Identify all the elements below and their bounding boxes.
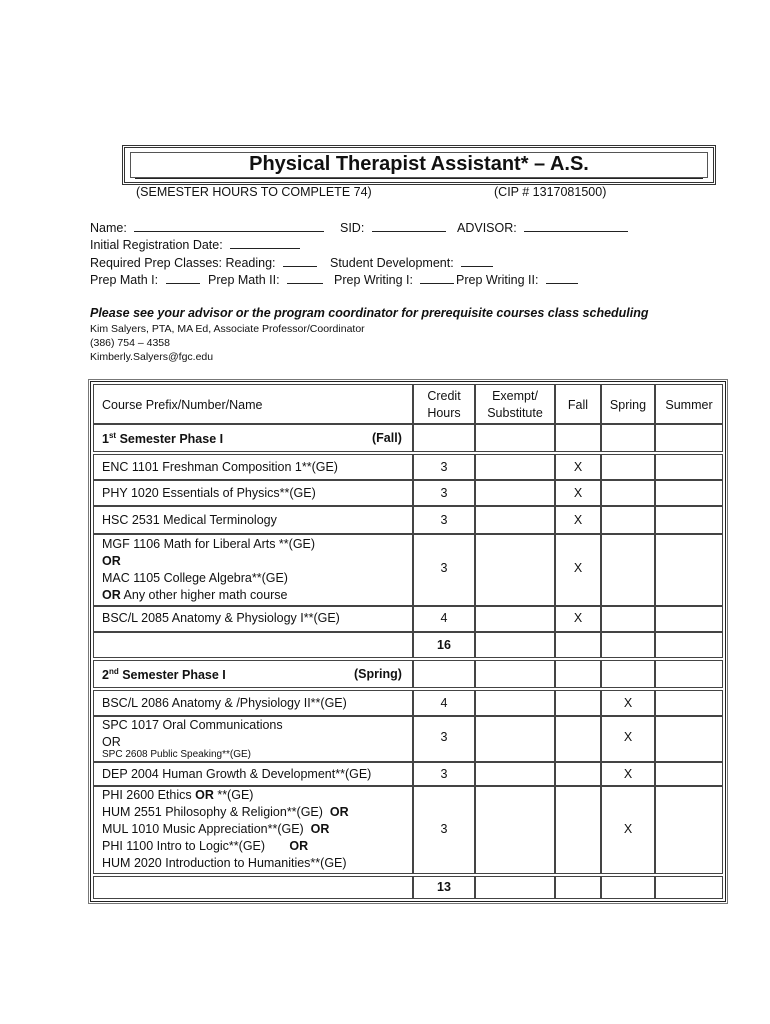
prep-reading-label: Required Prep Classes: Reading: — [90, 256, 276, 270]
credit-cell: 4 — [413, 690, 475, 716]
prep-writing1-blank[interactable] — [420, 272, 454, 284]
cip-code: (CIP # 1317081500) — [494, 185, 607, 199]
spring-mark: X — [601, 690, 655, 716]
table-row: BSC/L 2085 Anatomy & Physiology I**(GE) — [93, 606, 413, 632]
advisor-label: ADVISOR: — [457, 221, 517, 235]
prep-writing2-field[interactable] — [456, 272, 578, 287]
initial-registration-field[interactable] — [90, 237, 300, 252]
coordinator-email[interactable]: Kimberly.Salyers@fgc.edu — [90, 351, 214, 363]
prep-math1-blank[interactable] — [166, 272, 200, 284]
coordinator-phone: (386) 754 – 4358 — [90, 337, 170, 349]
prep-math2-blank[interactable] — [287, 272, 323, 284]
advisor-field[interactable] — [457, 220, 628, 235]
table-row: BSC/L 2086 Anatomy & /Physiology II**(GE) — [93, 690, 413, 716]
fall-mark: X — [555, 480, 601, 506]
prep-reading-field[interactable] — [90, 255, 317, 270]
coordinator-name: Kim Salyers, PTA, MA Ed, Associate Professor/Coordinator — [90, 323, 365, 335]
header-credit-hours: Credit Hours — [413, 384, 475, 424]
credit-cell: 3 — [413, 716, 475, 762]
semester-hours: (SEMESTER HOURS TO COMPLETE 74) — [136, 185, 372, 199]
credit-cell: 3 — [413, 506, 475, 534]
spring-mark: X — [601, 786, 655, 874]
page-title: Physical Therapist Assistant* – A.S. — [249, 153, 589, 175]
name-blank[interactable] — [134, 220, 324, 232]
initial-registration-label: Initial Registration Date: — [90, 238, 223, 252]
semester1-heading: 1st Semester Phase I (Fall) — [93, 424, 413, 452]
semester1-term: (Fall) — [372, 431, 402, 445]
student-development-label: Student Development: — [330, 256, 454, 270]
semester1-total-credits: 16 — [413, 632, 475, 658]
table-row: DEP 2004 Human Growth & Development**(GE) — [93, 762, 413, 786]
table-row: ENC 1101 Freshman Composition 1**(GE) — [93, 454, 413, 480]
spring-mark: X — [601, 762, 655, 786]
student-development-blank[interactable] — [461, 255, 493, 267]
name-label: Name: — [90, 221, 127, 235]
fall-mark: X — [555, 606, 601, 632]
header-exempt-substitute: Exempt/ Substitute — [475, 384, 555, 424]
table-row: PHY 1020 Essentials of Physics**(GE) — [93, 480, 413, 506]
credit-cell: 3 — [413, 534, 475, 606]
fall-mark: X — [555, 454, 601, 480]
fall-mark: X — [555, 534, 601, 606]
prep-math2-field[interactable] — [208, 272, 323, 287]
advisor-blank[interactable] — [524, 220, 628, 232]
credit-cell: 3 — [413, 480, 475, 506]
spring-mark: X — [601, 716, 655, 762]
student-development-field[interactable] — [330, 255, 493, 270]
prep-math1-label: Prep Math I: — [90, 273, 159, 287]
sid-label: SID: — [340, 221, 365, 235]
fall-mark: X — [555, 506, 601, 534]
header-summer: Summer — [655, 384, 723, 424]
credit-cell: 3 — [413, 786, 475, 874]
table-row: HSC 2531 Medical Terminology — [93, 506, 413, 534]
prep-math1-field[interactable] — [90, 272, 200, 287]
prep-reading-blank[interactable] — [283, 255, 317, 267]
prep-writing1-label: Prep Writing I: — [334, 273, 413, 287]
name-field[interactable] — [90, 220, 324, 235]
prerequisite-notice: Please see your advisor or the program coordinator for prerequisite courses class scheduling — [90, 306, 649, 320]
table-row: MGF 1106 Math for Liberal Arts **(GE) OR MAC 1105 College Algebra**(GE) OR Any other higher math course — [93, 534, 413, 606]
course-table — [90, 381, 726, 902]
semester2-term: (Spring) — [354, 667, 402, 681]
initial-registration-blank[interactable] — [230, 237, 300, 249]
table-row: PHI 2600 Ethics OR **(GE) HUM 2551 Philosophy & Religion**(GE) OR MUL 1010 Music Appreciation**(GE) OR PHI 1100 Intro to Logic**(GE) OR HUM 2020 Introduction to Humanities**(GE) — [93, 786, 413, 874]
prep-writing2-blank[interactable] — [546, 272, 578, 284]
title-box — [122, 145, 716, 185]
sid-blank[interactable] — [372, 220, 446, 232]
prep-writing1-field[interactable] — [334, 272, 454, 287]
credit-cell: 3 — [413, 454, 475, 480]
header-spring: Spring — [601, 384, 655, 424]
prep-math2-label: Prep Math II: — [208, 273, 280, 287]
semester2-heading: 2nd Semester Phase I (Spring) — [93, 660, 413, 688]
sid-field[interactable] — [340, 220, 446, 235]
table-row: SPC 1017 Oral Communications OR SPC 2608 Public Speaking**(GE) — [93, 716, 413, 762]
prep-writing2-label: Prep Writing II: — [456, 273, 539, 287]
semester2-total-credits: 13 — [413, 876, 475, 899]
credit-cell: 4 — [413, 606, 475, 632]
header-fall: Fall — [555, 384, 601, 424]
header-course: Course Prefix/Number/Name — [93, 384, 413, 424]
credit-cell: 3 — [413, 762, 475, 786]
